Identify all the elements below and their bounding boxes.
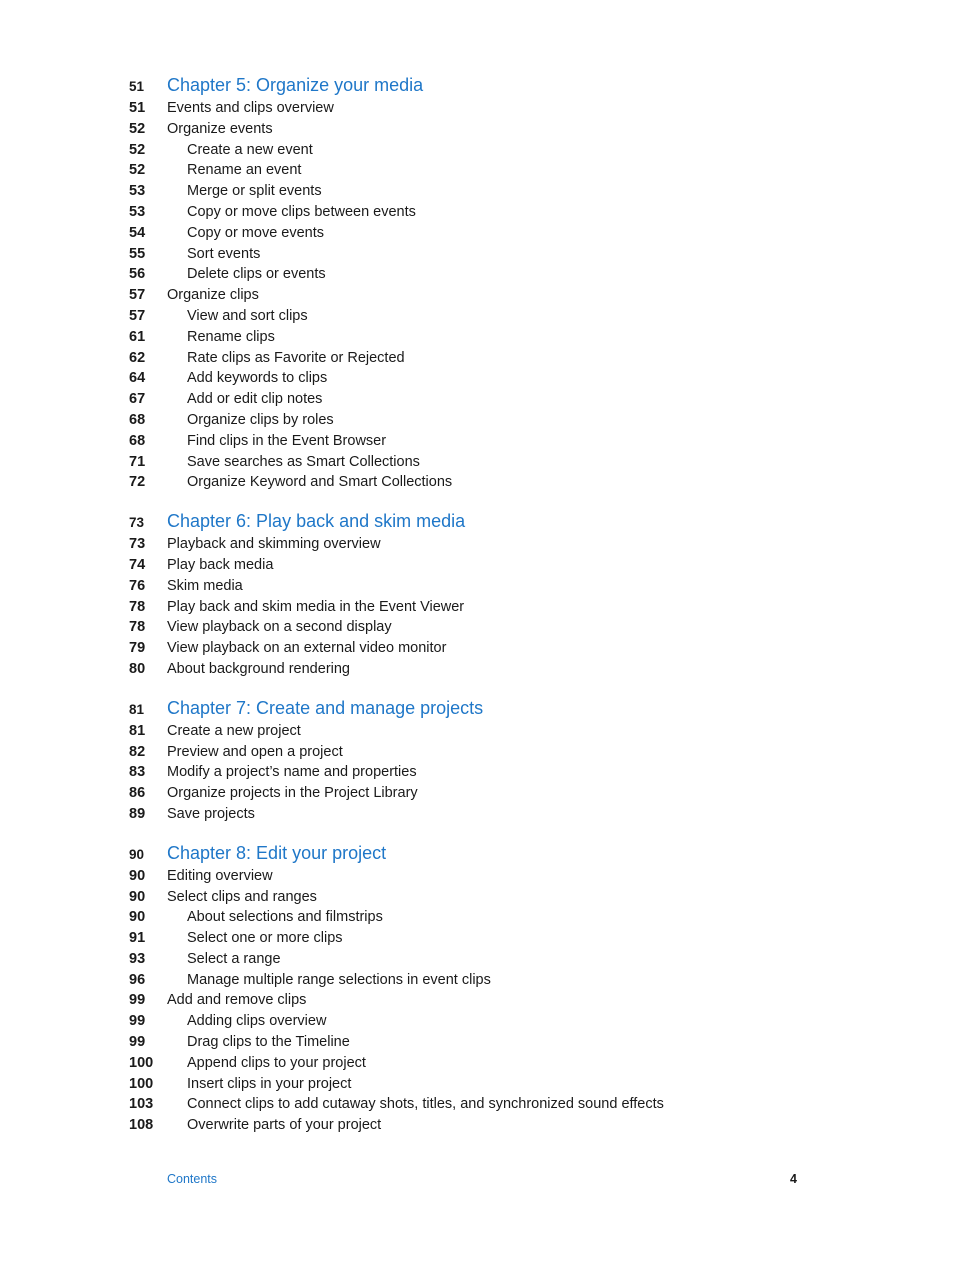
toc-entry-title[interactable]: Modify a project’s name and properties <box>167 764 417 781</box>
toc-entry[interactable] <box>0 990 954 1011</box>
toc-entry[interactable] <box>0 576 954 597</box>
toc-entry-title[interactable]: Copy or move events <box>187 224 325 241</box>
toc-page-number: 53 <box>129 203 146 220</box>
toc-chapter-title[interactable]: Chapter 7: Create and manage projects <box>167 697 484 718</box>
toc-entry-title[interactable]: View and sort clips <box>187 307 308 324</box>
toc-entry-title[interactable]: About selections and filmstrips <box>187 909 383 926</box>
toc-chapter-heading[interactable] <box>0 695 954 721</box>
toc-subentry[interactable] <box>0 389 954 410</box>
toc-page-number: 67 <box>129 391 146 408</box>
toc-entry-title[interactable]: Editing overview <box>167 867 273 884</box>
toc-entry-title[interactable]: Delete clips or events <box>187 266 326 283</box>
toc-page-number: 71 <box>129 453 146 470</box>
toc-page-number: 82 <box>129 743 146 760</box>
toc-page-number: 68 <box>129 432 146 449</box>
toc-entry[interactable] <box>0 555 954 576</box>
footer-section-link[interactable]: Contents <box>167 1172 218 1186</box>
toc-page-number: 53 <box>129 183 146 200</box>
toc-entry[interactable] <box>0 783 954 804</box>
toc-entry-title[interactable]: View playback on an external video monitor <box>167 640 447 657</box>
toc-page-number: 78 <box>129 619 146 636</box>
toc-subentry[interactable] <box>0 1011 954 1032</box>
toc-page-number: 74 <box>129 556 146 573</box>
footer-page-number: 4 <box>790 1172 797 1186</box>
toc-chapter-section <box>0 695 954 825</box>
toc-entry-title[interactable]: Connect clips to add cutaway shots, titles, and synchronized sound effects <box>187 1096 664 1113</box>
toc-entry-title[interactable]: Create a new project <box>167 722 301 739</box>
toc-chapter-section <box>0 72 954 493</box>
toc-page-number: 81 <box>129 722 146 739</box>
toc-subentry[interactable] <box>0 1094 954 1115</box>
toc-entry[interactable] <box>0 659 954 680</box>
toc-page-number: 91 <box>129 930 146 947</box>
toc-entry-title[interactable]: Drag clips to the Timeline <box>187 1034 350 1051</box>
toc-page-number: 52 <box>129 141 146 158</box>
toc-page-number: 52 <box>129 120 146 137</box>
toc-page-number: 79 <box>129 640 146 657</box>
toc-page-number: 51 <box>129 100 146 116</box>
toc-page-number: 81 <box>129 701 145 717</box>
toc-subentry[interactable] <box>0 970 954 991</box>
toc-page-number: 73 <box>129 536 146 553</box>
toc-entry[interactable] <box>0 804 954 825</box>
toc-subentry[interactable] <box>0 140 954 161</box>
toc-entry-title[interactable]: Copy or move clips between events <box>187 203 416 220</box>
toc-entry[interactable] <box>0 762 954 783</box>
toc-subentry[interactable] <box>0 452 954 473</box>
toc-page-number: 55 <box>129 245 146 262</box>
toc-entry-title[interactable]: Skim media <box>167 577 243 594</box>
toc-entry-title[interactable]: Play back and skim media in the Event Viewer <box>167 598 465 615</box>
toc-subentry[interactable] <box>0 431 954 452</box>
toc-page-number: 99 <box>129 1034 146 1051</box>
toc-subentry[interactable] <box>0 1074 954 1095</box>
toc-entry[interactable] <box>0 721 954 742</box>
toc-subentry[interactable] <box>0 1053 954 1074</box>
toc-page-number: 103 <box>129 1096 154 1113</box>
toc-entry-title[interactable]: Select clips and ranges <box>167 888 317 905</box>
toc-subentry[interactable] <box>0 306 954 327</box>
toc-subentry[interactable] <box>0 472 954 493</box>
toc-page-number: 90 <box>129 867 146 884</box>
toc-chapter-section <box>0 508 954 680</box>
toc-entry-title[interactable]: Create a new event <box>187 141 313 158</box>
toc-entry-title[interactable]: Find clips in the Event Browser <box>187 432 387 449</box>
toc-entry-title[interactable]: Organize clips <box>167 287 259 304</box>
toc-entry-title[interactable]: Organize projects in the Project Library <box>167 785 418 802</box>
toc-page-number: 62 <box>129 349 146 366</box>
toc-entry[interactable] <box>0 866 954 887</box>
toc-page-number: 64 <box>129 370 146 387</box>
toc-page-number: 89 <box>129 805 146 822</box>
toc-page-number: 54 <box>129 224 146 241</box>
toc-entry[interactable] <box>0 119 954 140</box>
toc-page-number: 96 <box>129 971 146 988</box>
table-of-contents <box>0 72 954 1151</box>
toc-page-number: 100 <box>129 1054 154 1071</box>
toc-page-number: 56 <box>129 266 146 283</box>
toc-entry-title[interactable]: Organize Keyword and Smart Collections <box>187 474 453 491</box>
toc-entry-title[interactable]: Append clips to your project <box>187 1054 366 1071</box>
toc-entry-title[interactable]: About background rendering <box>167 660 350 677</box>
toc-entry-title[interactable]: Playback and skimming overview <box>167 536 381 553</box>
toc-subentry[interactable] <box>0 949 954 970</box>
toc-entry-title[interactable]: Rename an event <box>187 162 302 179</box>
toc-chapter-title[interactable]: Chapter 8: Edit your project <box>167 842 387 863</box>
toc-page-number: 78 <box>129 598 146 615</box>
toc-entry-title[interactable]: Manage multiple range selections in event clips <box>187 971 491 988</box>
toc-entry-title[interactable]: Organize clips by roles <box>187 411 334 428</box>
toc-page-number: 52 <box>129 162 146 179</box>
toc-page-number: 99 <box>129 992 146 1009</box>
toc-chapter-title[interactable]: Chapter 5: Organize your media <box>167 75 424 95</box>
toc-entry-title[interactable]: Save searches as Smart Collections <box>187 453 420 470</box>
toc-page-number: 90 <box>129 888 146 905</box>
toc-entry-title[interactable]: View playback on a second display <box>167 619 392 636</box>
toc-subentry[interactable] <box>0 202 954 223</box>
toc-subentry[interactable] <box>0 410 954 431</box>
toc-page-number: 100 <box>129 1075 154 1092</box>
toc-entry-title[interactable]: Events and clips overview <box>167 100 334 116</box>
toc-subentry[interactable] <box>0 181 954 202</box>
toc-entry-title[interactable]: Adding clips overview <box>187 1013 327 1030</box>
toc-entry-title[interactable]: Rate clips as Favorite or Rejected <box>187 349 405 366</box>
toc-entry[interactable] <box>0 638 954 659</box>
toc-entry[interactable] <box>0 887 954 908</box>
toc-page-number: 68 <box>129 411 146 428</box>
toc-page-number: 86 <box>129 785 146 802</box>
toc-entry-title[interactable]: Rename clips <box>187 328 275 345</box>
toc-page-number: 93 <box>129 950 146 967</box>
toc-page-number: 57 <box>129 307 146 324</box>
toc-subentry[interactable] <box>0 348 954 369</box>
toc-subentry[interactable] <box>0 244 954 265</box>
toc-entry-title[interactable]: Select one or more clips <box>187 930 343 947</box>
toc-entry-title[interactable]: Play back media <box>167 556 274 573</box>
toc-subentry[interactable] <box>0 223 954 244</box>
toc-entry[interactable] <box>0 98 954 119</box>
toc-entry-title[interactable]: Save projects <box>167 805 255 822</box>
toc-entry-title[interactable]: Insert clips in your project <box>187 1075 352 1092</box>
toc-entry[interactable] <box>0 742 954 763</box>
toc-subentry[interactable] <box>0 1115 954 1136</box>
toc-entry-title[interactable]: Preview and open a project <box>167 743 343 760</box>
toc-page-number: 72 <box>129 474 146 491</box>
toc-page-number: 57 <box>129 287 146 304</box>
toc-subentry[interactable] <box>0 1032 954 1053</box>
toc-subentry[interactable] <box>0 264 954 285</box>
toc-page-number: 108 <box>129 1117 154 1134</box>
toc-entry[interactable] <box>0 617 954 638</box>
toc-page-number: 73 <box>129 515 145 531</box>
toc-entry-title[interactable]: Merge or split events <box>187 183 322 200</box>
toc-subentry[interactable] <box>0 327 954 348</box>
toc-subentry[interactable] <box>0 928 954 949</box>
toc-page-number: 61 <box>129 328 146 345</box>
toc-page-number: 80 <box>129 660 146 677</box>
toc-entry-title[interactable]: Add or edit clip notes <box>187 391 323 408</box>
toc-entry-title[interactable]: Organize events <box>167 120 273 137</box>
toc-entry-title[interactable]: Select a range <box>187 950 281 967</box>
toc-entry[interactable] <box>0 597 954 618</box>
toc-chapter-heading[interactable] <box>0 72 954 98</box>
toc-chapter-title[interactable]: Chapter 6: Play back and skim media <box>167 511 466 532</box>
toc-entry-title[interactable]: Add and remove clips <box>167 992 307 1009</box>
toc-chapter-heading[interactable] <box>0 508 954 534</box>
toc-page-number: 83 <box>129 764 146 781</box>
toc-page-number: 90 <box>129 846 145 862</box>
toc-subentry[interactable] <box>0 160 954 181</box>
toc-subentry[interactable] <box>0 907 954 928</box>
toc-chapter-section <box>0 840 954 1136</box>
toc-entry-title[interactable]: Add keywords to clips <box>187 370 328 387</box>
toc-entry[interactable] <box>0 534 954 555</box>
toc-page-number: 51 <box>129 79 145 94</box>
toc-page-number: 99 <box>129 1013 146 1030</box>
toc-entry-title[interactable]: Sort events <box>187 245 261 262</box>
page-footer <box>0 1172 954 1192</box>
toc-page-number: 90 <box>129 909 146 926</box>
toc-entry[interactable] <box>0 285 954 306</box>
toc-chapter-heading[interactable] <box>0 840 954 866</box>
toc-page-number: 76 <box>129 577 146 594</box>
toc-entry-title[interactable]: Overwrite parts of your project <box>187 1117 382 1134</box>
toc-subentry[interactable] <box>0 368 954 389</box>
